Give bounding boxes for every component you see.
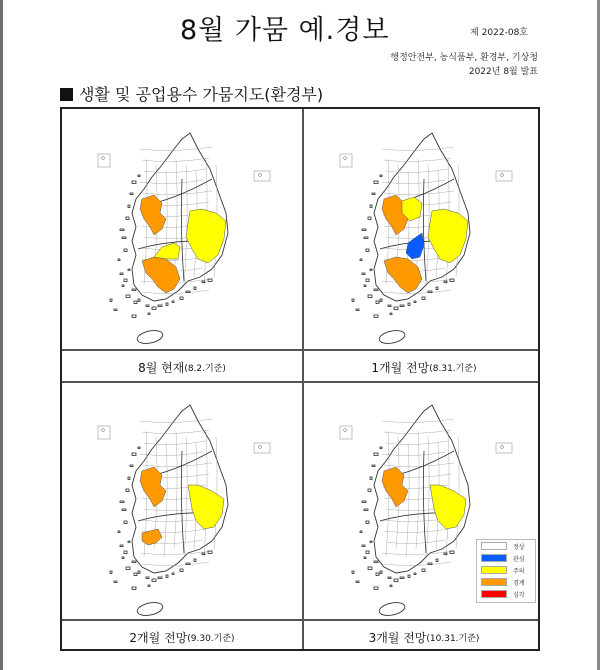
caption-sub: (9.30.기준) [187,633,235,644]
caption-sub: (8.31.기준) [429,363,477,374]
drought-map-grid [60,107,540,651]
map-panel-3month [304,381,544,621]
page-title: 8월 가뭄 예.경보 [180,15,390,46]
legend-label: 주의 [513,567,525,575]
issuers-block [390,51,538,79]
legend-swatch [481,578,507,586]
section-heading-text: 생활 및 공업용수 가뭄지도(환경부) [79,85,324,104]
map-legend [476,539,536,603]
legend-label: 심각 [513,591,525,599]
legend-item-interest [481,552,535,564]
legend-item-severe [481,588,535,600]
section-heading [60,82,323,105]
caption-sub: (8.2.기준) [184,363,226,374]
caption-current [62,351,302,383]
issue-date: 2022년 8월 발표 [468,67,538,77]
page-edge-left [0,0,3,670]
caption-main: 2개월 전망 [129,630,188,645]
caption-main: 1개월 전망 [371,360,430,375]
legend-item-alert [481,576,535,588]
legend-swatch [481,566,507,574]
korea-drought-map [62,381,302,621]
caption-1month [304,351,544,383]
legend-swatch [481,542,507,550]
caption-3month [304,621,544,653]
legend-item-caution [481,564,535,576]
map-panel-current [62,109,302,349]
legend-swatch [481,590,507,598]
caption-sub: (10.31.기준) [426,633,480,644]
caption-2month [62,621,302,653]
legend-item-normal [481,540,535,552]
legend-swatch [481,554,507,562]
document-number: 제 2022-08호 [470,28,528,38]
map-panel-2month [62,381,302,621]
issuing-agencies: 행정안전부, 농식품부, 환경부, 기상청 [390,53,538,63]
legend-label: 관심 [513,555,525,563]
caption-main: 8월 현재 [138,360,185,375]
legend-label: 정상 [513,543,525,551]
map-panel-1month [304,109,544,349]
square-bullet-icon [60,88,73,101]
caption-main: 3개월 전망 [368,630,427,645]
legend-label: 경계 [513,579,525,587]
korea-drought-map [304,109,544,349]
korea-drought-map [62,109,302,349]
